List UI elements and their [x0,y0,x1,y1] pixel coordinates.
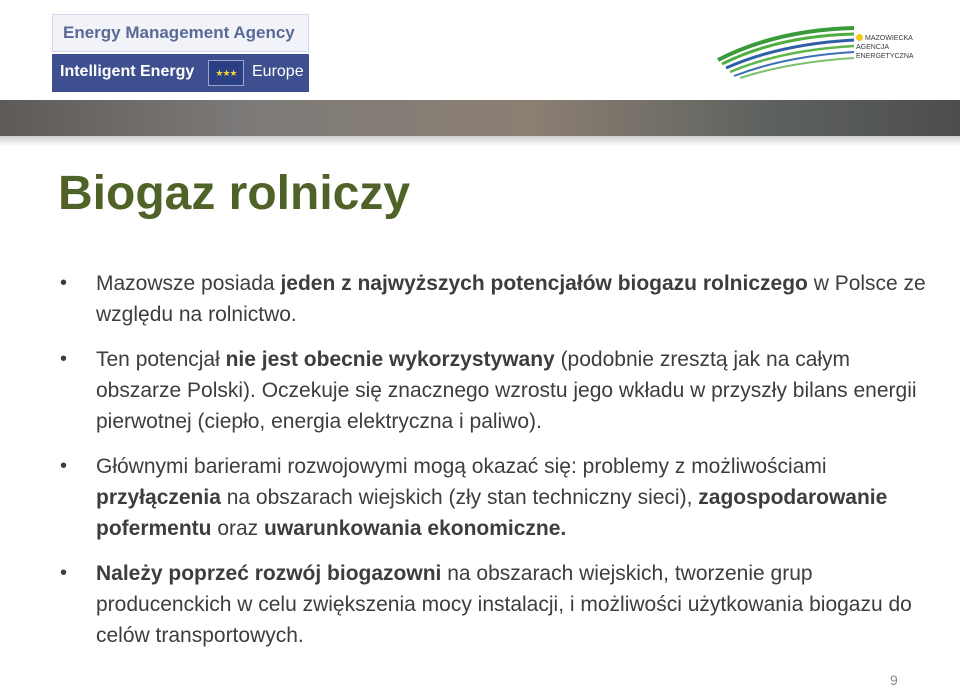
bullet-item: • Ten potencjał nie jest obecnie wykorzystywany (podobnie zresztą jak na całym obszarze Polski). Oczekuje się znacznego wzrostu jego wkładu w przyszły bilans energii pierwotnej (ciepło, energia elektryczna i paliwo). [60,344,930,437]
ema-name: Energy Management Agency [63,23,295,42]
header-photo-strip [0,100,960,136]
bullet-item: • Głównymi barierami rozwojowymi mogą okazać się: problemy z możliwościami przyłączenia na obszarach wiejskich (zły stan techniczny sieci), zagospodarowanie pofermentu oraz uwarunkowania ekonomiczne. [60,451,930,544]
header-shadow [0,136,960,146]
ema-bottom-bar [52,54,309,92]
intelligent-energy-label: Intelligent Energy [60,63,195,80]
page-number: 9 [890,672,898,688]
bullet-item: • Należy poprzeć rozwój biogazowni na obszarach wiejskich, tworzenie grup producenckich w celu zwiększenia mocy instalacji, i możliwości użytkowania biogazu do celów transportowych. [60,558,930,651]
slide-title: Biogaz rolniczy [58,167,411,220]
header-banner [0,0,960,100]
energy-management-agency-logo [52,14,309,92]
ema-top-bar [52,14,309,52]
swoosh-icon [716,20,856,80]
sun-dot-icon [856,34,863,41]
eu-stars-icon: ★★★ [208,60,244,86]
bullet-list [60,268,930,651]
europe-label: Europe [252,63,304,80]
maz-agency-name: MAZOWIECKA AGENCJA ENERGETYCZNA [856,35,914,60]
bullet-item: • Mazowsze posiada jeden z najwyższych potencjałów biogazu rolniczego w Polsce ze względu na rolnictwo. [60,268,930,330]
mazowiecka-agencja-logo [716,14,916,90]
